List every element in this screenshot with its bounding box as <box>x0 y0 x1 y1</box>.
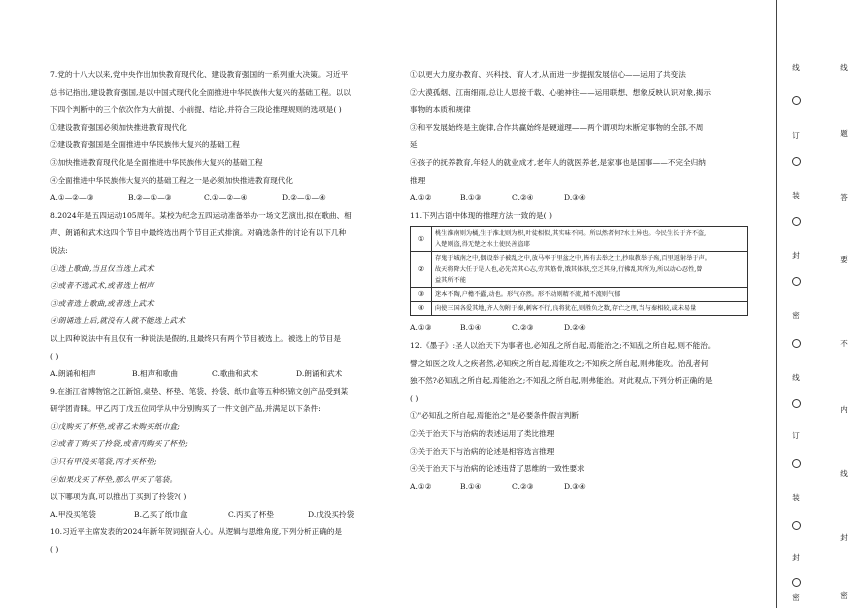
right-column <box>410 66 755 495</box>
gutter-circle <box>790 578 802 589</box>
option-b: B.①④ <box>460 481 482 491</box>
binding-line <box>776 0 777 608</box>
question-text: 以下哪项为真,可以推出丁买到了拎袋?( ) <box>50 492 187 502</box>
option-d: D.戊没买拎袋 <box>308 509 355 519</box>
question-text: 下四个判断中的三个依次作为大前提、小前提、结论,并符合三段论推理规则的选项是( ) <box>50 105 342 115</box>
option-c: C.①—②—④ <box>204 193 248 203</box>
option-d: D.朗诵和武术 <box>296 369 343 379</box>
answer-bracket: ( ) <box>50 545 59 555</box>
answer-options <box>50 506 396 524</box>
gutter-char: 线 <box>792 373 800 382</box>
quote-cell <box>432 227 748 252</box>
statement-item: ①戊购买了杯垫,或者乙未购买纸巾盒; <box>50 421 181 431</box>
gutter-char: 线 <box>840 63 848 72</box>
question-7 <box>50 66 396 207</box>
statement-item: ③和平发展始终是主旋律,合作共赢始终是硬道理——两个谓项均未断定事物的全部,不周 <box>410 122 704 132</box>
gutter-char: 线 <box>840 469 848 478</box>
quote-line: 向使三国各爱其地,齐人勿附于秦,刺客不行,良将犹在,则胜负之数,存亡之理,当与秦相较,或未易量 <box>435 305 697 313</box>
option-b: B.①③ <box>460 193 482 203</box>
statement-item: 事物的本质和规律 <box>410 105 471 115</box>
row-number: ④ <box>411 302 432 316</box>
statement-item: ④如果戊买了杯垫,那么甲买了笔袋。 <box>50 474 178 484</box>
gutter-char: 线 <box>792 63 800 72</box>
gutter-circle <box>790 521 802 532</box>
statement-item: ②大漠孤烟、江南细雨,总让人思接千载、心驰神往——运用联想、想象反映认识对象,揭示 <box>410 87 711 97</box>
table-row <box>411 302 748 316</box>
gutter-char: 装 <box>792 493 800 502</box>
quote-line: 入楚则盗,得无楚之水土使民善盗耶 <box>435 241 530 249</box>
answer-options <box>50 189 396 207</box>
question-text: 11.下列古语中体现的推理方法一致的是( ) <box>410 210 552 220</box>
option-a: A.甲没买笔袋 <box>50 509 96 519</box>
answer-bracket: ( ) <box>410 393 419 403</box>
gutter-char: 封 <box>840 533 848 542</box>
statement-item: 延 <box>410 140 418 150</box>
statement-item: ③关于治天下与治病的论述是相容选言推理 <box>410 446 555 456</box>
question-text: 说法: <box>50 245 68 255</box>
question-11 <box>410 207 755 337</box>
gutter-circle <box>790 277 802 288</box>
quote-line: 益其所不能 <box>435 277 466 285</box>
quote-line: 故天将降大任于是人也,必先苦其心志,劳其筋骨,饿其体肤,空乏其身,行拂乱其所为,所以动心忍性,曾 <box>435 266 703 274</box>
row-number: ② <box>411 252 432 288</box>
question-text: 声、朗诵和武术这四个节目中最终选出两个节目正式排演。对确选条件的讨论有以下几种 <box>50 228 347 238</box>
question-text: 8.2024年是五四运动105周年。某校为纪念五四运动准备举办一场文艺演出,拟在歌曲、相 <box>50 210 352 220</box>
statement-item: ④全面推进中华民族伟大复兴的基础工程之一是必须加快推进教育现代化 <box>50 175 293 185</box>
binding-gutter-inner <box>790 0 804 608</box>
gutter-char: 密 <box>792 593 800 602</box>
question-text: 研学团青睐。甲乙丙丁戊五位同学从中分别购买了一件文创产品,并满足以下条件: <box>50 404 321 414</box>
quote-table <box>410 226 748 316</box>
quote-cell <box>432 288 748 302</box>
quote-cell <box>432 252 748 288</box>
option-d: D.③④ <box>564 481 586 491</box>
gutter-circle <box>790 96 802 107</box>
question-text: 12.《墨子》:圣人以治天下为事者也,必知乱之所自起,焉能治之;不知乱之所自起,则不能治。 <box>410 340 716 350</box>
option-c: C.丙买了杯垫 <box>228 509 274 519</box>
question-9 <box>50 383 396 524</box>
gutter-char: 内 <box>840 405 848 414</box>
option-c: C.②③ <box>512 323 534 333</box>
statement-item: ①建设教育强国必须加快推进教育现代化 <box>50 122 187 132</box>
statement-item: ④孩子的抚养教育,年轻人的就业成才,老年人的就医养老,是家事也是国事——不完全归纳 <box>410 157 706 167</box>
option-a: A.①—②—③ <box>50 193 94 203</box>
question-8 <box>50 207 396 383</box>
gutter-char: 封 <box>792 553 800 562</box>
gutter-char: 答 <box>840 193 848 202</box>
question-text: 9.在浙江省博物馆之江新馆,桌垫、杯垫、笔袋、拎袋、纸巾盒等五种织锦文创产品受到某 <box>50 386 349 396</box>
question-text: 10.习近平主席发表的2024年新年贺词振奋人心。从逻辑与思维角度,下列分析正确的是 <box>50 527 342 537</box>
gutter-circle <box>790 339 802 350</box>
statement-item: ③只有甲没买笔袋,丙才买杯垫; <box>50 457 157 467</box>
gutter-char: 订 <box>792 131 800 140</box>
answer-options <box>410 189 755 207</box>
quote-line: 迷本不陶,户檐不蠹,动也。形气亦然。形不动则精不流,精不流则气郁 <box>435 291 621 299</box>
gutter-circle <box>790 399 802 410</box>
gutter-char: 订 <box>792 431 800 440</box>
statement-item: ②或者不选武术,或者选上相声 <box>50 281 154 291</box>
gutter-circle <box>790 217 802 228</box>
gutter-char: 不 <box>840 339 848 348</box>
quote-cell <box>432 302 748 316</box>
table-row <box>411 288 748 302</box>
gutter-char: 密 <box>840 591 848 600</box>
answer-options <box>410 478 755 496</box>
statement-item: ④关于治天下与治病的论述违背了思维的一致性要求 <box>410 464 585 474</box>
gutter-circle <box>790 459 802 470</box>
question-text: 7.党的十八大以来,党中央作出加快教育现代化、建设教育强国的一系列重大决策。习近平 <box>50 70 349 79</box>
gutter-char: 密 <box>792 311 800 320</box>
statement-item: ②关于治天下与治病的表述运用了类比推理 <box>410 428 555 438</box>
option-a: A.朗诵和相声 <box>50 369 96 379</box>
option-d: D.②④ <box>564 323 586 333</box>
option-a: A.①② <box>410 481 432 491</box>
option-b: B.①④ <box>460 323 482 333</box>
option-b: B.②—①—③ <box>128 193 172 203</box>
gutter-circle <box>790 157 802 168</box>
answer-bracket: ( ) <box>50 351 59 361</box>
option-a: A.①② <box>410 193 432 203</box>
option-d: D.③④ <box>564 193 586 203</box>
gutter-char: 要 <box>840 255 848 264</box>
row-number: ③ <box>411 288 432 302</box>
quote-line: 存鬼于城南之中,偶设举子被乱之中,放马率于里盆之中,皆有去举之士,抄取教举子殇,百里返射举于声。 <box>435 255 711 263</box>
option-b: B.乙买了纸巾盒 <box>134 509 188 519</box>
answer-options <box>410 319 755 337</box>
statement-item: ③或者选上歌曲,或者选上武术 <box>50 298 154 308</box>
binding-gutter-outer <box>838 0 852 608</box>
quote-line: 桃生淮南则为橘,生于淮北则为枳,叶徒相似,其实味不同。所以然者何?水土异也。今民生长于齐不盗, <box>435 230 707 238</box>
statement-item: ②或者丁购买了拎袋,或者丙购买了杯垫; <box>50 439 188 449</box>
question-10-continued <box>410 66 755 207</box>
answer-options <box>50 365 396 383</box>
statement-item: ④朗诵选上后,就没有人就不能选上武术 <box>50 316 186 326</box>
question-text: 以上四种说法中有且仅有一种说法是假的,且最终只有两个节目被选上。被选上的节目是 <box>50 333 341 343</box>
question-text: 总书记指出,建设教育强国,是以中国式现代化全面推进中华民族伟大复兴的基础工程。以以 <box>50 87 351 97</box>
left-column <box>50 66 396 559</box>
statement-item: ①以更大力度办教育、兴科技、育人才,从而进一步提振发展信心——运用了共变法 <box>410 70 686 79</box>
statement-item: 推理 <box>410 175 426 185</box>
table-row <box>411 227 748 252</box>
question-10 <box>50 523 396 558</box>
question-text: 独不然?必知乱之所自起,焉能治之;不知乱之所自起,则弗能治。对此观点,下列分析正确的是 <box>410 376 713 386</box>
statement-item: ②建设教育强国是全面推进中华民族伟大复兴的基础工程 <box>50 140 240 150</box>
statement-item: ①选上歌曲,当且仅当选上武术 <box>50 263 154 273</box>
gutter-char: 题 <box>840 129 848 138</box>
statement-item: ③加快推进教育现代化是全面推进中华民族伟大复兴的基础工程 <box>50 157 263 167</box>
option-c: C.②③ <box>512 481 534 491</box>
question-12 <box>410 337 755 495</box>
row-number: ① <box>411 227 432 252</box>
option-d: D.②—①—④ <box>282 193 326 203</box>
question-text: 譬之如医之攻人之疾者然,必知疾之所自起,焉能攻之;不知疾之所自起,则弗能攻。治乱者何 <box>410 358 709 368</box>
option-a: A.①③ <box>410 323 432 333</box>
option-c: C.②④ <box>512 193 534 203</box>
statement-item: ①"必知乱之所自起,焉能治之"是必要条件假言判断 <box>410 411 579 421</box>
option-b: B.相声和歌曲 <box>132 369 178 379</box>
option-c: C.歌曲和武术 <box>212 369 258 379</box>
gutter-char: 封 <box>792 251 800 260</box>
table-row <box>411 252 748 288</box>
gutter-char: 装 <box>792 191 800 200</box>
